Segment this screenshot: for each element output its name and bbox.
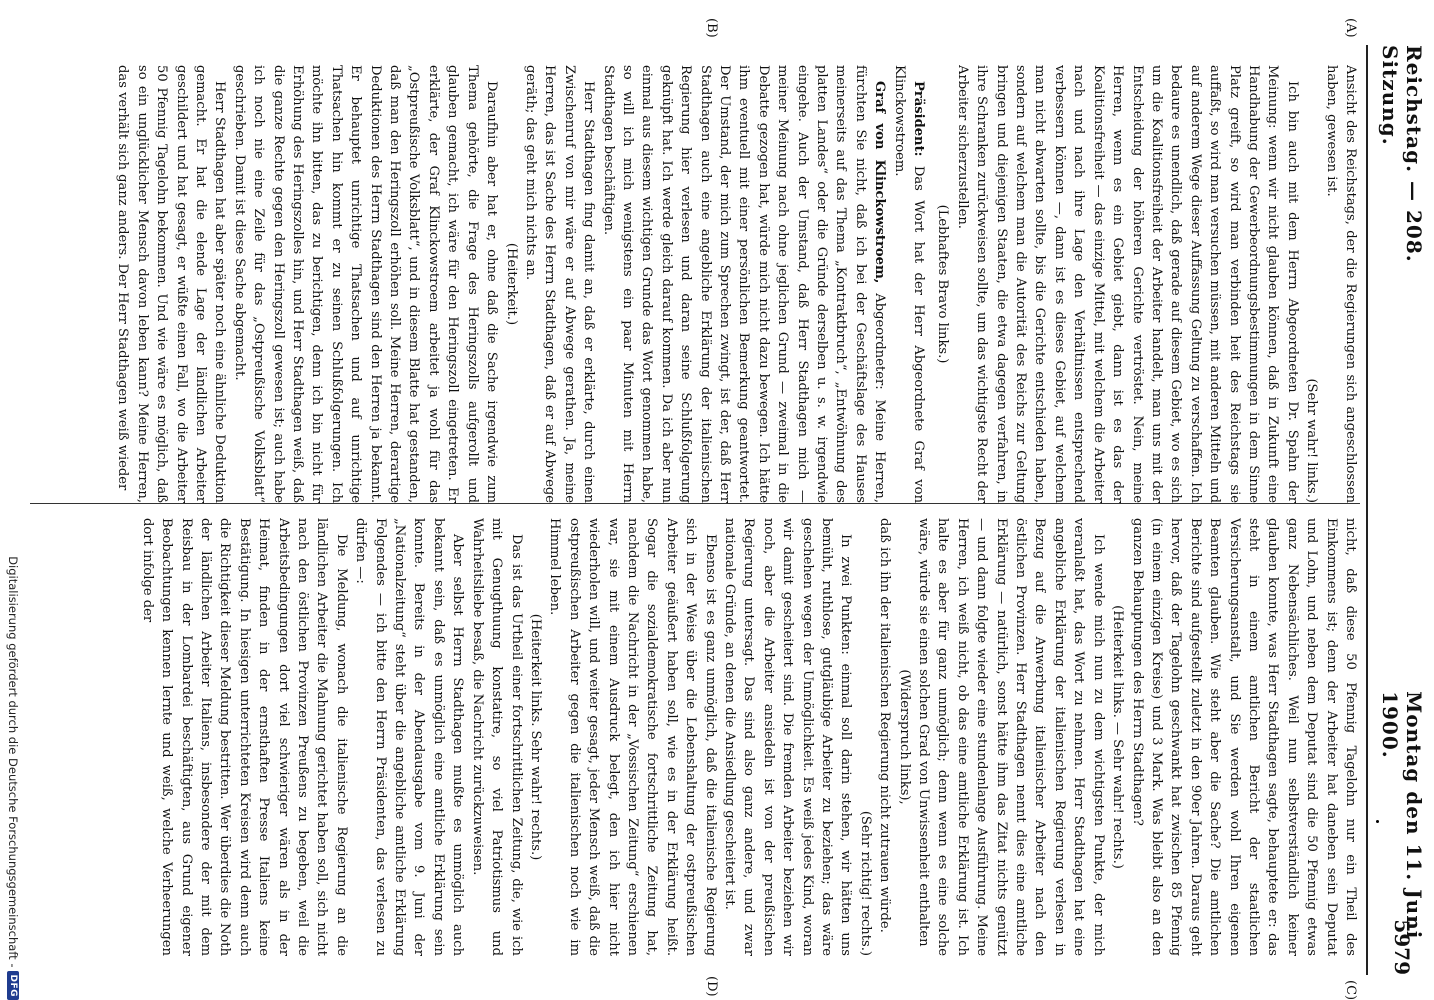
- paragraph-text: Ebenso ist es ganz unmöglich, daß die italienische Regierung sich in der Weise über die Lebenshaltung der ostpreußischen Arbeiter geäußert haben soll, wie es in der Erklärung heißt. Sogar die sozialdemokratische fortschrittliche Zeitung hat, nachdem die Nachricht in der „Vossischen Zeitung“ erschienen war, sie mit einem Ausdruck belegt, den ich hier nicht wiederholen will, und weiter gesagt, jeder Mensch weiß, daß die ostpreußischen Arbeiter gegen die italienischen noch wie im Himmel leben.: [547, 518, 718, 956]
- paragraph: [1127, 518, 1360, 956]
- paragraph-text: Daraufhin aber hat er, ohne daß die Sache irgendwie zum Thema gehörte, die Frage des Heringszolls aufgerollt und glauben gemacht, ich wäre für den Heringszoll eingetreten. Er erklärte, der Graf Klinckowstroem arbeitet ja wohl für das „Ostpreußische Volksblatt“, und in diesem Blatte hat gestanden, daß man den Heringszoll erhöhen soll. Meine Herren, derartige Deduktionen des Herrn Stadthagen sind den Herren ja bekannt. Er behauptet unrichtige Thatsachen und auf unrichtige Thatsachen hin kommt er zu seinen Schlußfolgerungen. Ich möchte ihn bitten, das zu berichtigen, denn ich bin nicht für Erhöhung des Heringszolles hin, und Herr Stadthagen weiß, daß die ganze Rechte gegen den Heringszoll gewesen ist; auch habe ich noch nie eine Zeile für das „Ostpreußische Volksblatt“ geschrieben. Damit ist diese Sache abgemacht.: [231, 65, 500, 503]
- paragraph-text: (Heiterkeit links. — Sehr wahr! rechts.): [1110, 605, 1126, 869]
- paragraph-text: Aber selbst Herrn Stadthagen mußte es unmöglich auch bekannt sein, daß es unmöglich eine amtliche Erklärung sein konnte. Bereits in der Abendausgabe vom 9. Juni der „Nationalzeitung“ steht über die angebliche amtliche Erklärung Folgendes — ich bitte den Herrn Präsidenten, das verlesen zu dürfen —:: [353, 518, 466, 956]
- paragraph-text: (Lebhaftes Bravo links.): [935, 204, 951, 364]
- paragraph-text: daß ich ihn der italienischen Regierung nicht zutrauen würde.: [877, 518, 893, 933]
- paragraph: [467, 518, 525, 956]
- ink-speck: [1376, 820, 1379, 823]
- paragraph-text: nicht, daß diese 50 Pfennig Tagelohn nur ein Theil des Einkommens ist; denn der Arbeiter hat daneben sein Deputat und Lohn, und neben dem Deputat sind die 50 Pfennig etwas ganz Nebensächliches. Weil nun selbstverständlich keiner glauben konnte, was Herr Stadthagen sagte, behauptete er: das steht in einem amtlichen Bericht der staatlichen Versicherungsanstalt, und Sie werden wohl Ihren eigenen Beamten glauben. Wie steht aber die Sache? Die amtlichen Berichte sind aufgestellt zuletzt in den 90er Jahren. Daraus geht hervor, daß der Tagelohn geschwankt hat zwischen 85 Pfennig (in einem einzigen Kreise) und 3 Mark. Was bleibt also an den ganzen Behauptungen des Herrn Stadthagen?: [1129, 518, 1358, 956]
- header-rule: [1366, 45, 1368, 975]
- page-header: [1370, 45, 1434, 975]
- paragraph-text: Das Wort hat der Herr Abgeordnete Graf von Klinckowstroem.: [891, 65, 927, 503]
- paragraph: [521, 65, 599, 503]
- paragraph: [526, 518, 545, 956]
- paragraph: [351, 518, 467, 956]
- paragraph-text: Ich wende mich nun zu dem wichtigsten Punkte, der mich veranlaßt hat, das Wort zu nehmen. Herr Stadthagen hat eine angebliche Erklärung der italienischen Regierung verlesen in Bezug auf die Anwerbung italienischer Arbeiter nach den östlichen Provinzen. Herr Stadthagen nennt dies eine amtliche Erklärung — natürlich, sonst hätte ihm das Zitat nichts genützt — und dann folgte wieder eine stundenlange Ausführung. Meine Herren, ich weiß nicht, ob das eine amtliche Erklärung ist. Ich halte es aber für ganz unmöglich; denn wenn es eine solche wäre, würde sie einen solchen Grad von Unwissenheit enthalten: [916, 518, 1106, 956]
- paragraph: [914, 518, 1108, 956]
- paragraph: [1108, 518, 1127, 956]
- speaker-name: Präsident:: [911, 81, 927, 157]
- paragraph: [1302, 65, 1321, 503]
- paragraph: [889, 65, 928, 503]
- paragraph-text: In zwei Punkten: einmal soll darin stehen, wir hätten uns bemüht, ruthlose, gutgläubige Arbeiter zu beziehen; das wäre geschehen wegen der Unmöglichkeit. Es weiß jedes Kind, woran wir damit gescheitert sind. Die fremden Arbeiter beziehen wir noch, aber die Arbeiter ansiedeln ist von der preußischen Regierung untersagt. Das sind also ganz andere, und zwar nationale Gründe, an denen die Ansiedlung gescheitert ist.: [722, 518, 854, 956]
- margin-marker-c: (C): [1343, 980, 1358, 1000]
- paragraph: [598, 65, 889, 503]
- paragraph: [545, 518, 720, 956]
- dfg-logo-icon: DFG: [7, 971, 19, 1000]
- paragraph-text: (Sehr richtig! rechts.): [857, 810, 873, 956]
- paragraph: [501, 65, 520, 503]
- paragraph: [720, 518, 856, 956]
- left-text-column: [40, 65, 1360, 503]
- paragraph: [894, 518, 913, 956]
- paragraph: [1321, 65, 1360, 503]
- paragraph-text: (Widerspruch links),: [896, 669, 912, 805]
- speaker-name: Graf von Klinckowstroem,: [872, 81, 888, 284]
- paragraph-text: Herr Stadthagen hat aber später noch eine ähnliche Deduktion gemacht. Er hat die elende Lage der ländlichen Arbeiter geschildert und hat gesagt, er wüßte einen Fall, wo die Arbeiter 50 Pfennig Tagelohn bekommen. Und wie wäre es möglich, daß so ein unglücklicher Mensch davon leben kann? Meine Herren, das verhält sich ganz anders. Der Herr Stadthagen weiß wieder: [115, 65, 228, 503]
- margin-marker-b: (B): [704, 18, 719, 38]
- paragraph-text: (Heiterkeit.): [503, 242, 519, 326]
- paragraph-text: Ich bin auch mit dem Herrn Abgeordneten Dr. Spahn der Meinung: wenn wir nicht glauben können, daß in Zukunft eine Handhabung der Gewerbeordnungsbestimmungen in dem Sinne Platz greift, so wird man verbinden heit des Reichstags sie auffaßt, so wird man versuchen müssen, mit anderen Mitteln und auf anderem Wege dieser Auffassung Geltung zu verschaffen. Ich bedaure es unendlich, daß gerade auf diesem Gebiet, wo es sich um die Koalitionsfreiheit der Arbeiter handelt, man uns mit der Entscheidung der höheren Gerichte vertröstet. Nein, meine Herren, wenn es ein Gebiet giebt, dann ist es das der Koalitionsfreiheit — das einzige Mittel, mit welchem die Arbeiter nach und nach ihre Lage den Verhältnissen entsprechend verbessern können —, dann ist es dieses Gebiet, auf welchem man nicht abwarten sollte, bis die Gerichte entschieden haben, sondern auf welchem man die Autorität des Reichs zur Geltung bringen und diejenigen Staaten, die etwa dagegen verfahren, in ihre Schranken zurückweisen sollte, um das wichtigste Recht der Arbeiter sicherzustellen.: [954, 65, 1300, 503]
- paragraph-text: Das ist das Urtheil einer fortschrittlichen Zeitung, die, wie ich mit Genugthuung konstatire, so viel Patriotismus und Wahrheitsliebe besaß, die Nachricht zurückzuweisen.: [469, 518, 524, 956]
- paragraph: [229, 65, 501, 503]
- margin-marker-d: (D): [704, 976, 719, 997]
- column-divider: [30, 503, 1360, 504]
- right-text-column: [40, 518, 1360, 956]
- page-number: 5979: [1390, 919, 1414, 975]
- session-date: Montag den 11. Juni 1900.: [1378, 691, 1426, 940]
- footer-credit: Digitalisierung gefördert durch die Deutsche Forschungsgemeinschaft -: [6, 556, 20, 968]
- paragraph-text: Abgeordneter: Meine Herren, fürchten Sie nicht, daß ich bei der Geschäftslage des Hauses meinerseits auf das Thema „Kontraktbruch“, „Entwöhnung des platten Landes“ oder die Gründe derselben u. s. w. irgendwie eingehe. Auch der Umstand, daß Herr Stadthagen mich — meiner Meinung nach ohne jeglichen Grund — zweimal in die Debatte gezogen hat, würde mich nicht dazu bewegen. Ich hätte ihm eventuell mit einer persönlichen Bemerkung geantwortet. Der Umstand, der mich zum Sprechen zwingt, ist der, daß Herr Stadthagen auch eine angebliche Erklärung der italienischen Regierung hier verlesen und daran seine Schlußfolgerung geknüpft hat. Ich werde gleich darauf kommen. Da ich aber nun einmal aus diesem wichtigen Grunde das Wort genommen habe, so will ich mich wenigstens ein paar Minuten mit Herrn Stadthagen beschäftigen.: [600, 65, 888, 503]
- margin-marker-a: (A): [1343, 18, 1358, 38]
- paragraph: [875, 518, 894, 956]
- paragraph: [137, 518, 350, 956]
- paragraph: [113, 65, 229, 503]
- paragraph-text: Die Meldung, wonach die italienische Regierung an die ländlichen Arbeiter die Mahnung gerichtet haben soll, sich nicht nach den östlichen Provinzen Preußens zu begeben, weil die Arbeitsbedingungen dort viel schwieriger wären als in der Heimat, finden in der ernsthaften Presse Italiens keine Bestätigung. In hiesigen unterrichteten Kreisen wird denn auch die Richtigkeit dieser Meldung bestritten. Wer überdies die Noth der ländlichen Arbeiter Italiens, insbesondere der mit dem Reisbau in der Lombardei beschäftigten, aus Grund eigener Beobachtungen kennen lernte und weiß, welche Verheerungen dort infolge der: [139, 518, 349, 956]
- paragraph: [855, 518, 874, 956]
- paragraph: [952, 65, 1301, 503]
- paragraph-text: (Heiterkeit links. Sehr wahr! rechts.): [527, 613, 543, 861]
- paragraph-text: Ansicht des Reichstags, der die Regierungen sich angeschlossen haben, gewesen ist.: [1323, 65, 1358, 503]
- digitization-footer: [3, 140, 23, 1000]
- paragraph-text: Herr Stadthagen fing damit an, daß er erklärte, durch einen Zwischenruf von mir wäre er auf Abwege gerathen. Ja, meine Herren, das ist Sache des Herrn Stadthagen, daß er auf Abwege geräth; das geht mich nichts an.: [522, 65, 597, 503]
- paragraph-text: (Sehr wahr! links.): [1304, 378, 1320, 503]
- paragraph: [933, 65, 952, 503]
- running-title: Reichstag. — 208. Sitzung.: [1378, 45, 1426, 263]
